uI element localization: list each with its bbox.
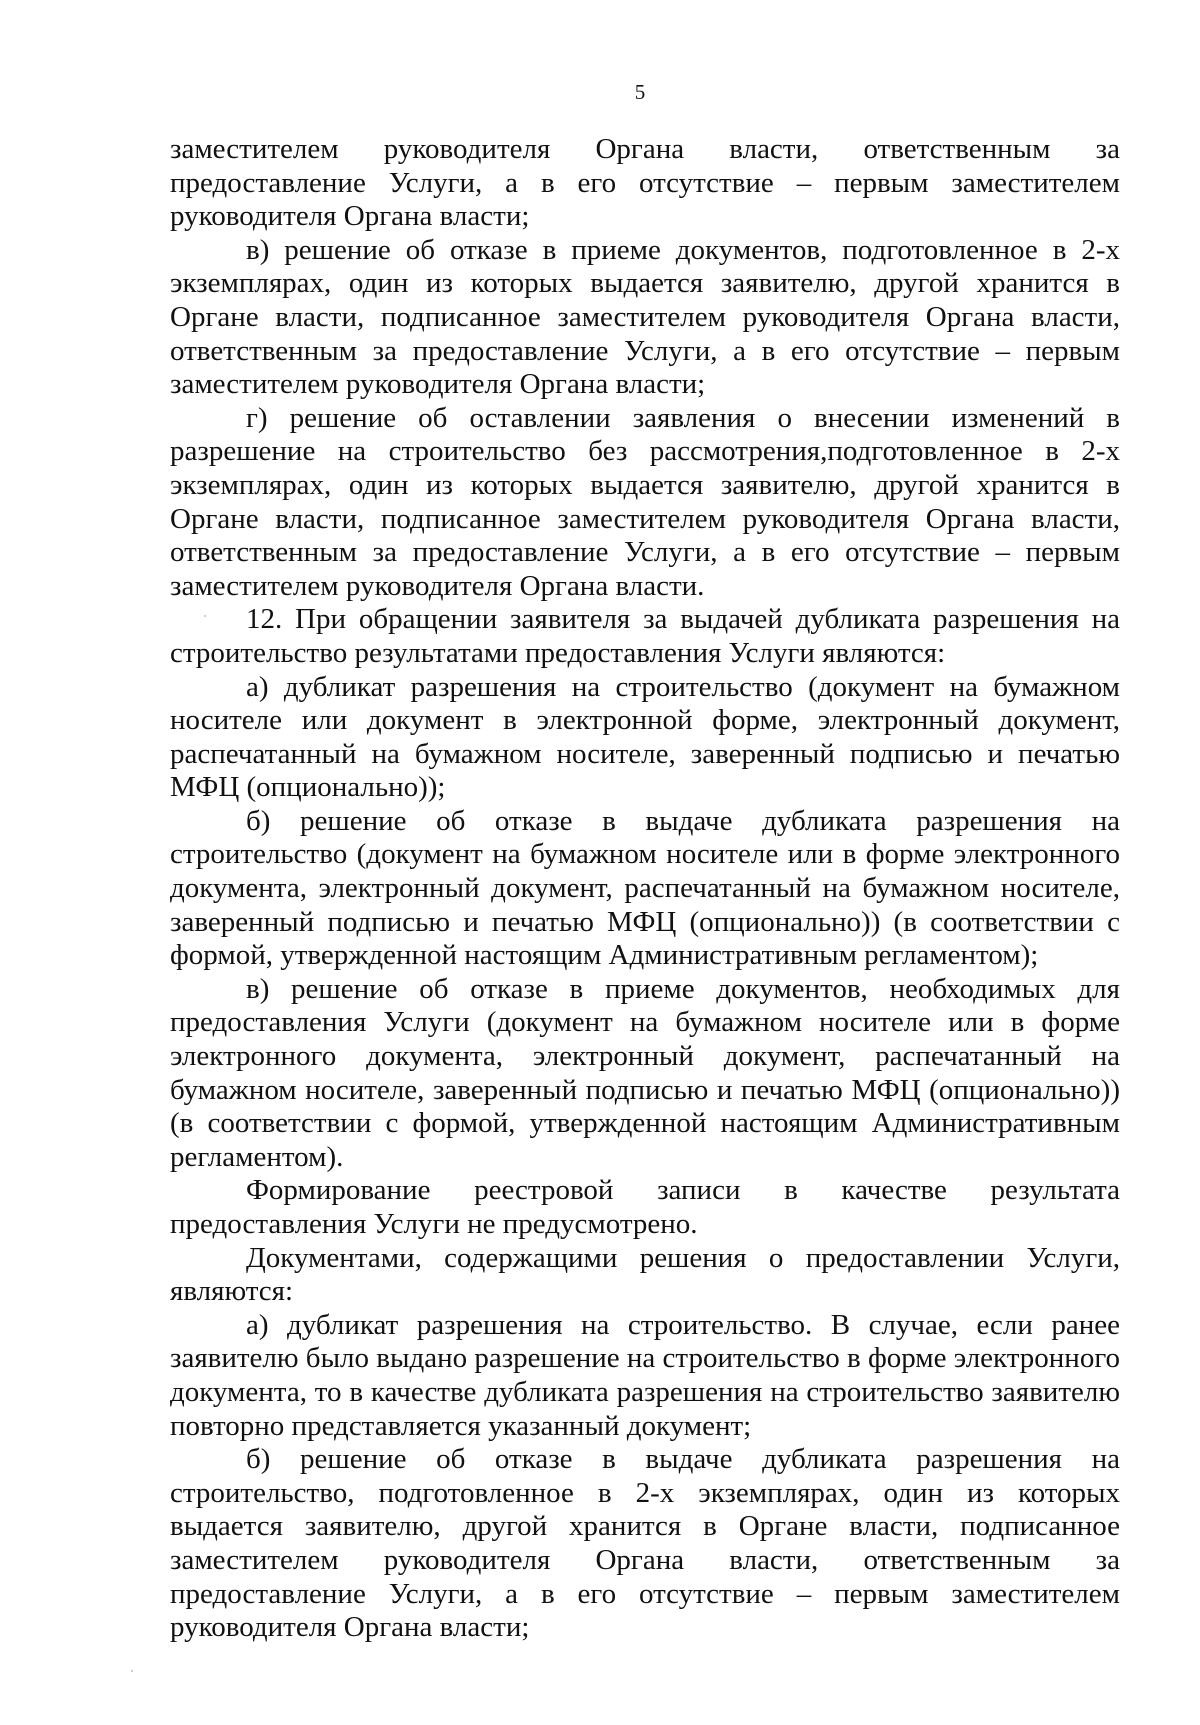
paragraph: заместителем руководителя Органа власти, ответственным за предоставление Услуги, а в его отсутствие – первым заместителем руководителя Органа власти; <box>170 133 1120 233</box>
scan-speck <box>204 615 206 617</box>
paragraph: а) дубликат разрешения на строительство. В случае, если ранее заявителю было выдано разрешение на строительство в форме электронного документа, то в качестве дубликата разрешения на строительство заявителю повторно представляется указанный документ; <box>170 1308 1120 1442</box>
document-body <box>170 133 1120 1645</box>
paragraph: Документами, содержащими решения о предоставлении Услуги, являются: <box>170 1241 1120 1308</box>
paragraph: а) дубликат разрешения на строительство (документ на бумажном носителе или документ в электронной форме, электронный документ, распечатанный на бумажном носителе, заверенный подписью и печатью МФЦ (опционально)); <box>170 670 1120 804</box>
paragraph: в) решение об отказе в приеме документов, необходимых для предоставления Услуги (документ на бумажном носителе или в форме электронного документа, электронный документ, распечатанный на бумажном носителе, заверенный подписью и печатью МФЦ (опционально)) (в соответствии с формой, утвержденной настоящим Административным регламентом). <box>170 972 1120 1173</box>
paragraph: б) решение об отказе в выдаче дубликата разрешения на строительство (документ на бумажном носителе или в форме электронного документа, электронный документ, распечатанный на бумажном носителе, заверенный подписью и печатью МФЦ (опционально)) (в соответствии с формой, утвержденной настоящим Административным регламентом); <box>170 804 1120 972</box>
page-number: 5 <box>634 80 646 104</box>
scan-speck <box>131 1670 133 1672</box>
paragraph: Формирование реестровой записи в качестве результата предоставления Услуги не предусмотрено. <box>170 1174 1120 1240</box>
paragraph: в) решение об отказе в приеме документов, подготовленное в 2-х экземплярах, один из которых выдается заявителю, другой хранится в Органе власти, подписанное заместителем руководителя Органа власти, ответственным за предоставление Услуги, а в его отсутствие – первым заместителем руководителя Органа власти; <box>170 233 1120 401</box>
paragraph: б) решение об отказе в выдаче дубликата разрешения на строительство, подготовленное в 2-х экземплярах, один из которых выдается заявителю, другой хранится в Органе власти, подписанное заместителем руководителя Органа власти, ответственным за предоставление Услуги, а в его отсутствие – первым заместителем руководителя Органа власти; <box>170 1443 1120 1644</box>
paragraph: 12. При обращении заявителя за выдачей дубликата разрешения на строительство результатами предоставления Услуги являются: <box>170 603 1120 669</box>
paragraph: г) решение об оставлении заявления о внесении изменений в разрешение на строительство без рассмотрения,подготовленное в 2-х экземплярах, один из которых выдается заявителю, другой хранится в Органе власти, подписанное заместителем руководителя Органа власти, ответственным за предоставление Услуги, а в его отсутствие – первым заместителем руководителя Органа власти. <box>170 401 1120 602</box>
